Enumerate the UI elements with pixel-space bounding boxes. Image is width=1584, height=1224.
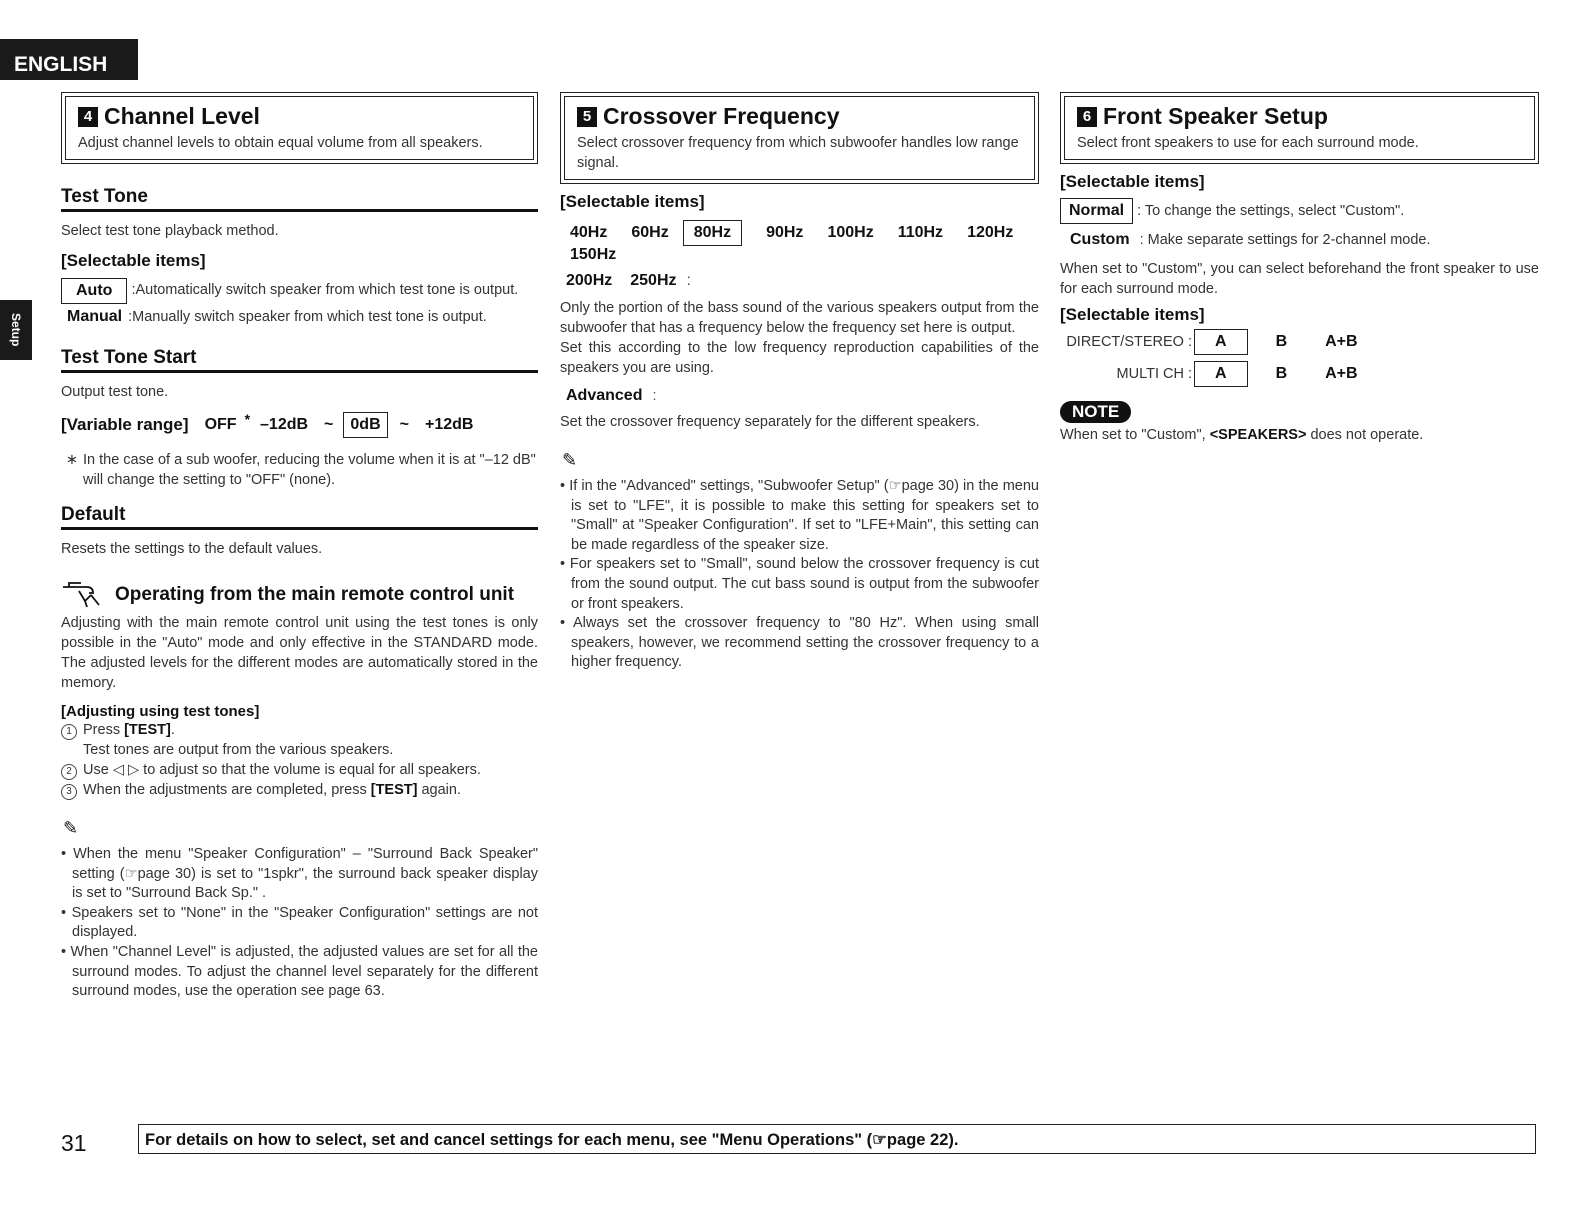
advanced-row xyxy=(560,386,1039,406)
option-auto: Auto xyxy=(61,278,127,304)
option-a-default: A xyxy=(1194,361,1248,387)
test-key: [TEST] xyxy=(370,782,418,798)
step-text: . xyxy=(170,722,175,738)
option-b: B xyxy=(1275,333,1288,350)
step-text: again. xyxy=(417,782,461,798)
note-text-part: does not operate. xyxy=(1306,427,1424,443)
step-1 xyxy=(61,720,538,740)
column-crossover-frequency xyxy=(560,92,1039,673)
range-tilde: ~ xyxy=(324,416,334,433)
freq-110: 110Hz xyxy=(897,224,944,241)
section-title-text: Channel Level xyxy=(104,103,260,129)
custom-desc: When set to "Custom", you can select beforehand the front speaker to use for each surround mode. xyxy=(1060,261,1539,297)
option-desc: :Manually switch speaker from which test tone is output. xyxy=(128,309,487,325)
advanced-desc: Set the crossover frequency separately for the different speakers. xyxy=(560,414,980,430)
remote-control-icon xyxy=(61,581,107,609)
freq-90: 90Hz xyxy=(766,224,804,241)
step-3 xyxy=(61,780,538,800)
frequency-list xyxy=(560,220,1039,264)
list-item xyxy=(1060,230,1539,250)
direct-stereo-row xyxy=(1060,329,1539,355)
note-item: • Always set the crossover frequency to "80 Hz". When using small speakers, however, we recommend setting the crossover frequency to a higher frequency. xyxy=(560,614,1039,673)
freq-120: 120Hz xyxy=(967,224,1014,241)
note-item: • If in the "Advanced" settings, "Subwoofer Setup" (☞page 30) in the menu is set to "LFE", it is possible to make this setting for speakers set to "Small" at "Speaker Configuration". If set to "LFE+Main", this setting can be made regardless of the speaker size. xyxy=(560,477,1039,555)
advanced-label: Advanced xyxy=(566,387,643,404)
section-description: Adjust channel levels to obtain equal volume from all speakers. xyxy=(78,135,483,151)
option-custom: Custom xyxy=(1070,231,1130,248)
range-off: OFF xyxy=(204,416,237,433)
step-text: Press xyxy=(83,722,125,738)
selectable-items-heading: [Selectable items] xyxy=(61,251,206,270)
range-star: * xyxy=(244,411,251,427)
section-number: 6 xyxy=(1077,107,1097,127)
note-badge: NOTE xyxy=(1060,401,1131,423)
range-min: –12dB xyxy=(260,416,309,433)
variable-range xyxy=(61,412,538,438)
freq-250: 250Hz xyxy=(630,272,677,289)
remote-desc: Adjusting with the main remote control unit using the test tones is only possible in the "Auto" mode and only effective in the STANDARD mode. The adjusted levels for the different modes are automatically stored in the memory. xyxy=(61,615,538,691)
pencil-icon: ✎ xyxy=(562,450,578,470)
list-item xyxy=(61,278,538,304)
range-default: 0dB xyxy=(343,412,387,438)
notes-list xyxy=(61,845,538,1002)
section-number: 4 xyxy=(78,107,98,127)
freq-40: 40Hz xyxy=(570,224,608,241)
column-channel-level xyxy=(61,92,538,1002)
section-header-box xyxy=(61,92,538,164)
direct-stereo-label: DIRECT/STEREO : xyxy=(1066,334,1192,350)
notes-list xyxy=(560,477,1039,673)
note-text xyxy=(1060,425,1539,445)
section-title xyxy=(1077,103,1524,130)
option-desc: : Make separate settings for 2-channel mode. xyxy=(1139,232,1431,248)
step-text: Use ◁ ▷ to adjust so that the volume is equal for all speakers. xyxy=(83,762,481,778)
subheading-test-tone-start: Test Tone Start xyxy=(61,347,538,373)
selectable-items-heading: [Selectable items] xyxy=(560,192,705,211)
freq-colon: : xyxy=(686,272,691,289)
step-number: 3 xyxy=(61,784,77,800)
option-manual: Manual xyxy=(67,308,123,325)
range-tilde: ~ xyxy=(399,416,409,433)
note-text-part: When set to "Custom", xyxy=(1060,427,1210,443)
test-key: [TEST] xyxy=(124,722,171,738)
note-item: • For speakers set to "Small", sound below the crossover frequency is cut from the sound output. The cut bass sound is output from the subwoofer or front speakers. xyxy=(560,555,1039,614)
advanced-colon: : xyxy=(652,388,657,404)
speakers-key: <SPEAKERS> xyxy=(1209,427,1307,443)
range-max: +12dB xyxy=(424,416,474,433)
option-a-default: A xyxy=(1194,329,1248,355)
default-desc: Resets the settings to the default values. xyxy=(61,541,323,557)
footnote-text: In the case of a sub woofer, reducing the volume when it is at "–12 dB" will change the setting to "OFF" (none). xyxy=(83,452,536,488)
note-item: • Speakers set to "None" in the "Speaker Configuration" settings are not displayed. xyxy=(61,904,538,943)
freq-150: 150Hz xyxy=(570,246,617,263)
list-item xyxy=(1060,198,1539,224)
subheading-test-tone: Test Tone xyxy=(61,186,538,212)
footnote-mark: ∗ xyxy=(65,452,79,468)
option-desc: :Automatically switch speaker from which test tone is output. xyxy=(131,282,519,298)
step-1-sub: Test tones are output from the various speakers. xyxy=(83,742,394,758)
freq-100: 100Hz xyxy=(827,224,874,241)
option-ab: A+B xyxy=(1325,333,1358,350)
section-description: Select crossover frequency from which subwoofer handles low range signal. xyxy=(577,135,1019,171)
freq-80-default: 80Hz xyxy=(683,220,742,246)
multi-ch-label: MULTI CH : xyxy=(1116,366,1192,382)
column-front-speaker-setup xyxy=(1060,92,1539,445)
freq-60: 60Hz xyxy=(631,224,669,241)
selectable-items-heading: [Selectable items] xyxy=(1060,305,1205,324)
footnote xyxy=(61,450,538,490)
side-tab-setup: Setup xyxy=(0,300,32,360)
footer-note: For details on how to select, set and cancel settings for each menu, see "Menu Operations" (☞page 22). xyxy=(138,1124,1536,1154)
language-tab: ENGLISH xyxy=(0,39,138,80)
crossover-desc-2: Set this according to the low frequency reproduction capabilities of the speakers you are using. xyxy=(560,340,1039,376)
selectable-items-heading: [Selectable items] xyxy=(1060,172,1205,191)
list-item xyxy=(61,307,538,327)
freq-200: 200Hz xyxy=(566,272,613,289)
subheading-default: Default xyxy=(61,504,538,530)
pencil-icon: ✎ xyxy=(63,818,79,838)
section-header-box xyxy=(560,92,1039,184)
note-badge-row xyxy=(1060,401,1539,423)
multi-ch-row xyxy=(1060,361,1539,387)
remote-heading: Operating from the main remote control unit xyxy=(115,584,515,605)
section-header-box xyxy=(1060,92,1539,164)
step-number: 1 xyxy=(61,724,77,740)
variable-range-label: [Variable range] xyxy=(61,415,189,434)
step-text: When the adjustments are completed, press xyxy=(83,782,371,798)
page-number: 31 xyxy=(61,1130,87,1156)
option-b: B xyxy=(1275,365,1288,382)
option-desc: : To change the settings, select "Custom". xyxy=(1137,203,1405,219)
section-title xyxy=(78,103,523,130)
note-item: • When "Channel Level" is adjusted, the adjusted values are set for all the surround modes. To adjust the channel level separately for the different surround modes, use the operation see page 63. xyxy=(61,943,538,1002)
option-normal: Normal xyxy=(1060,198,1133,224)
section-title-text: Front Speaker Setup xyxy=(1103,103,1328,129)
section-title-text: Crossover Frequency xyxy=(603,103,840,129)
section-description: Select front speakers to use for each surround mode. xyxy=(1077,135,1419,151)
test-tone-desc: Select test tone playback method. xyxy=(61,223,279,239)
section-number: 5 xyxy=(577,107,597,127)
remote-heading-row xyxy=(61,581,538,609)
test-tone-start-desc: Output test tone. xyxy=(61,384,169,400)
note-item: • When the menu "Speaker Configuration" – "Surround Back Speaker" setting (☞page 30) is set to "1spkr", the surround back speaker display is set to "Surround Back Sp." . xyxy=(61,845,538,904)
section-title xyxy=(577,103,1024,130)
adjusting-heading: [Adjusting using test tones] xyxy=(61,703,260,720)
step-2 xyxy=(61,760,538,780)
option-ab: A+B xyxy=(1325,365,1358,382)
frequency-list-row2 xyxy=(560,272,1039,290)
step-number: 2 xyxy=(61,764,77,780)
crossover-desc: Only the portion of the bass sound of the various speakers output from the subwoofer that has a frequency below the frequency set here is output. xyxy=(560,300,1039,336)
